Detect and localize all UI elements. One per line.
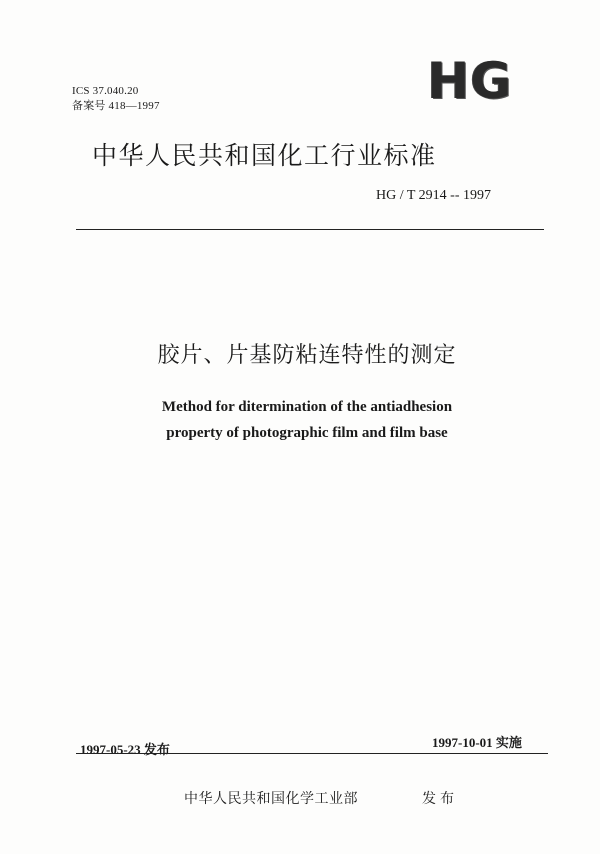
- document-title-english: [0, 394, 600, 446]
- english-title-line-1: Method for ditermination of the antiadhesion: [161, 399, 453, 415]
- english-title-line-2: property of photographic film and film base: [166, 425, 448, 441]
- effective-date: 1997-10-01 实施: [432, 735, 522, 750]
- issuing-action: 发布: [422, 791, 458, 807]
- record-number: 备案号 418—1997: [72, 100, 160, 112]
- header-divider: [76, 229, 544, 230]
- issuing-authority: 中华人民共和国化学工业部: [184, 791, 358, 807]
- hg-logo: [420, 52, 520, 110]
- document-title-chinese: 胶片、片基防粘连特性的测定: [157, 343, 457, 368]
- footer-divider: [76, 753, 548, 754]
- classification-block: [72, 84, 160, 114]
- standard-code: HG / T 2914 -- 1997: [376, 188, 491, 203]
- issue-date: 1997-05-23 发布: [80, 742, 170, 757]
- ics-code: ICS 37.040.20: [72, 85, 139, 97]
- standard-category-title: 中华人民共和国化工行业标准: [92, 141, 437, 170]
- hg-logo-text: HG: [427, 52, 513, 110]
